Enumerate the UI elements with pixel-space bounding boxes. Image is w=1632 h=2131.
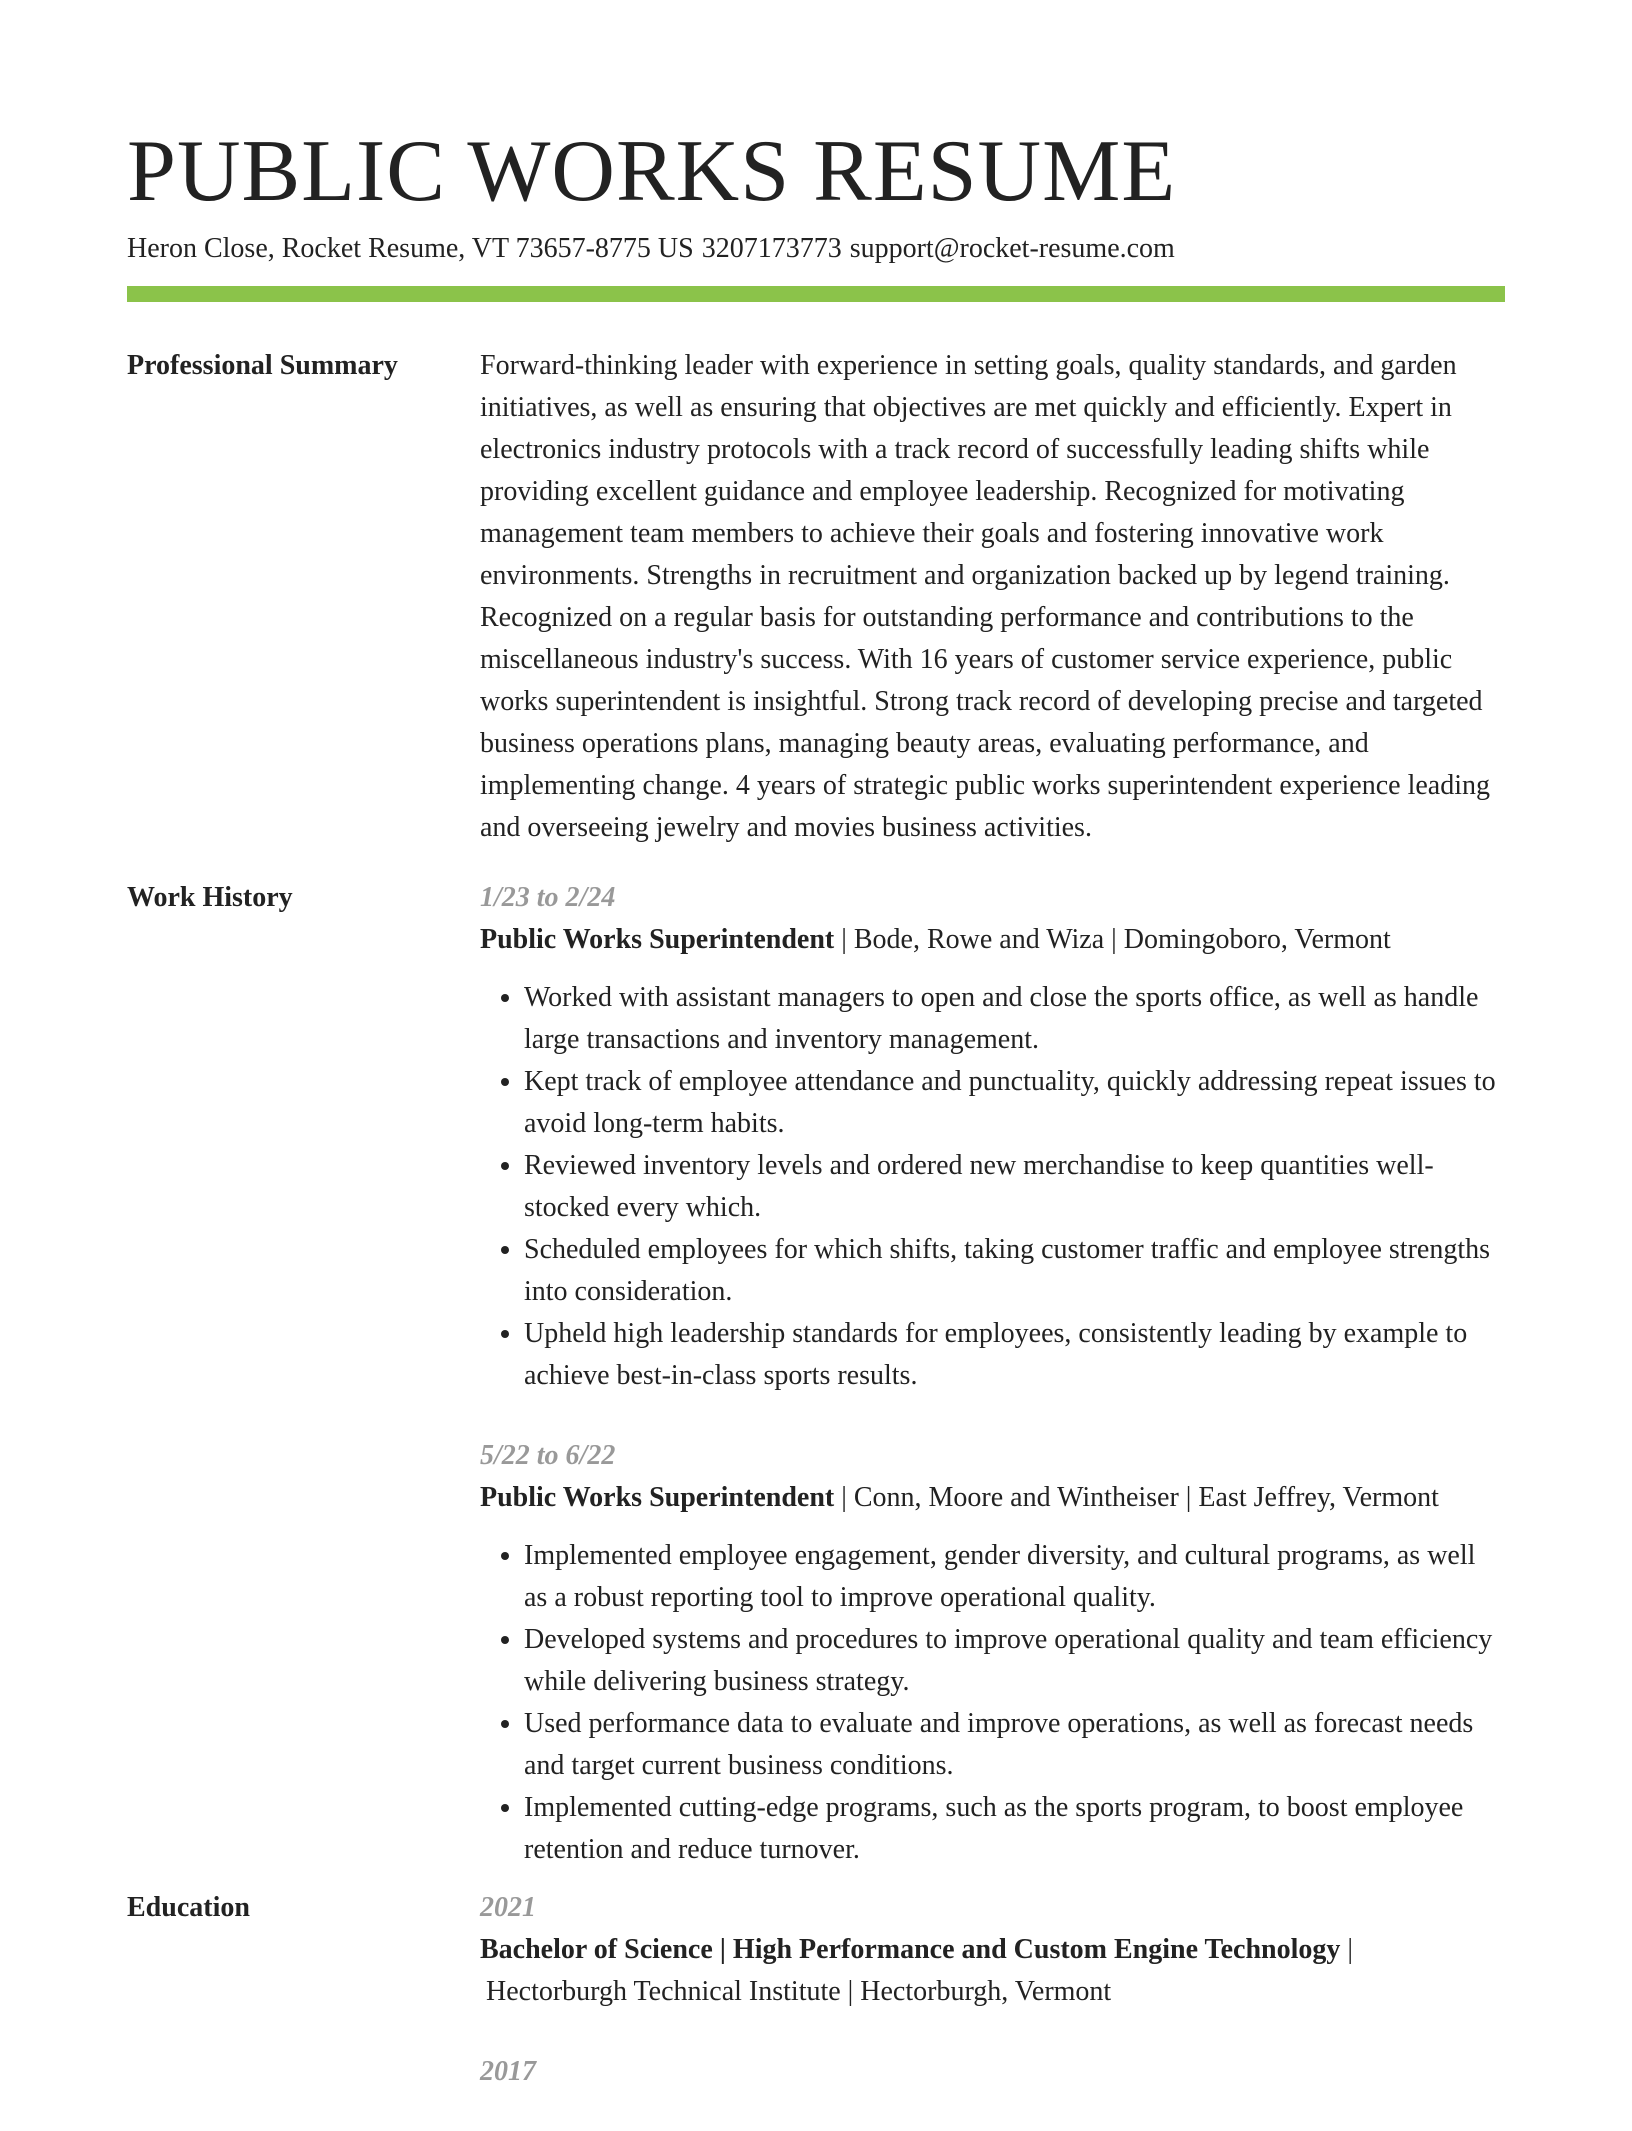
- education-school: Hectorburgh Technical Institute | Hectorburgh, Vermont: [486, 1976, 1112, 2007]
- resume-title: PUBLIC WORKS RESUME: [127, 123, 1177, 220]
- contact-line: [127, 231, 1175, 267]
- job-heading: [480, 919, 1505, 961]
- job-entry: [480, 1435, 1505, 1871]
- job-bullet: • Implemented employee engagement, gender diversity, and cultural programs, as well as a robust reporting tool to improve operational quality.: [524, 1535, 1505, 1619]
- education-separator: |: [1340, 1934, 1354, 1965]
- education-degree-line: [480, 1929, 1505, 1971]
- job-dates: 5/22 to 6/22: [480, 1440, 616, 1471]
- job-bullet: • Upheld high leadership standards for employees, consistently leading by example to achieve best-in-class sports results.: [524, 1313, 1505, 1397]
- education-year: 2017: [480, 2056, 536, 2087]
- job-bullet-list: [480, 1535, 1505, 1871]
- education-year: 2021: [480, 1892, 536, 1923]
- job-dates: 1/23 to 2/24: [480, 882, 616, 913]
- education-body: [480, 1887, 1505, 2131]
- job-heading: [480, 1477, 1505, 1519]
- education-degree: Bachelor of Science | High Performance and Custom Engine Technology: [480, 1934, 1341, 1965]
- summary-label: Professional Summary: [127, 350, 398, 381]
- work-history-label: Work History: [127, 882, 293, 913]
- job-bullet: • Kept track of employee attendance and punctuality, quickly addressing repeat issues to avoid long-term habits.: [524, 1061, 1505, 1145]
- job-bullet: • Reviewed inventory levels and ordered new merchandise to keep quantities well-stocked every which.: [524, 1145, 1505, 1229]
- job-bullet-list: [480, 977, 1505, 1397]
- job-bullet: • Used performance data to evaluate and improve operations, as well as forecast needs and target current business conditions.: [524, 1703, 1505, 1787]
- contact-email: support@rocket-resume.com: [849, 233, 1175, 264]
- summary-text: Forward-thinking leader with experience in setting goals, quality standards, and garden initiatives, as well as ensuring that objectives are met quickly and efficiently. Expert in electronics industry protocols with a track record of successfully leading shifts while providing excellent guidance and employee leadership. Recognized for motivating management team members to achieve their goals and fostering innovative work environments. Strengths in recruitment and organization backed up by legend training. Recognized on a regular basis for outstanding performance and contributions to the miscellaneous industry's success. With 16 years of customer service experience, public works superintendent is insightful. Strong track record of developing precise and targeted business operations plans, managing beauty areas, evaluating performance, and implementing change. 4 years of strategic public works superintendent experience leading and overseeing jewelry and movies business activities.: [480, 350, 1490, 843]
- work-history-body: [480, 877, 1505, 1909]
- education-entry: [480, 2051, 1505, 2093]
- job-bullet: • Scheduled employees for which shifts, taking customer traffic and employee strengths into consideration.: [524, 1229, 1505, 1313]
- education-entry: [480, 1887, 1505, 2013]
- job-title: Public Works Superintendent: [480, 924, 835, 955]
- job-employer-location: | Conn, Moore and Wintheiser | East Jeffrey, Vermont: [834, 1482, 1439, 1513]
- contact-address: Heron Close, Rocket Resume, VT 73657-8775 US: [127, 233, 694, 264]
- header-divider: [127, 286, 1505, 302]
- summary-body: [480, 345, 1505, 849]
- job-title: Public Works Superintendent: [480, 1482, 835, 1513]
- job-employer-location: | Bode, Rowe and Wiza | Domingoboro, Vermont: [834, 924, 1391, 955]
- job-bullet: • Developed systems and procedures to improve operational quality and team efficiency while delivering business strategy.: [524, 1619, 1505, 1703]
- job-bullet: • Worked with assistant managers to open and close the sports office, as well as handle large transactions and inventory management.: [524, 977, 1505, 1061]
- education-label: Education: [127, 1892, 250, 1923]
- job-entry: [480, 877, 1505, 1397]
- job-bullet: • Implemented cutting-edge programs, such as the sports program, to boost employee retention and reduce turnover.: [524, 1787, 1505, 1871]
- contact-phone: 3207173773: [701, 233, 842, 264]
